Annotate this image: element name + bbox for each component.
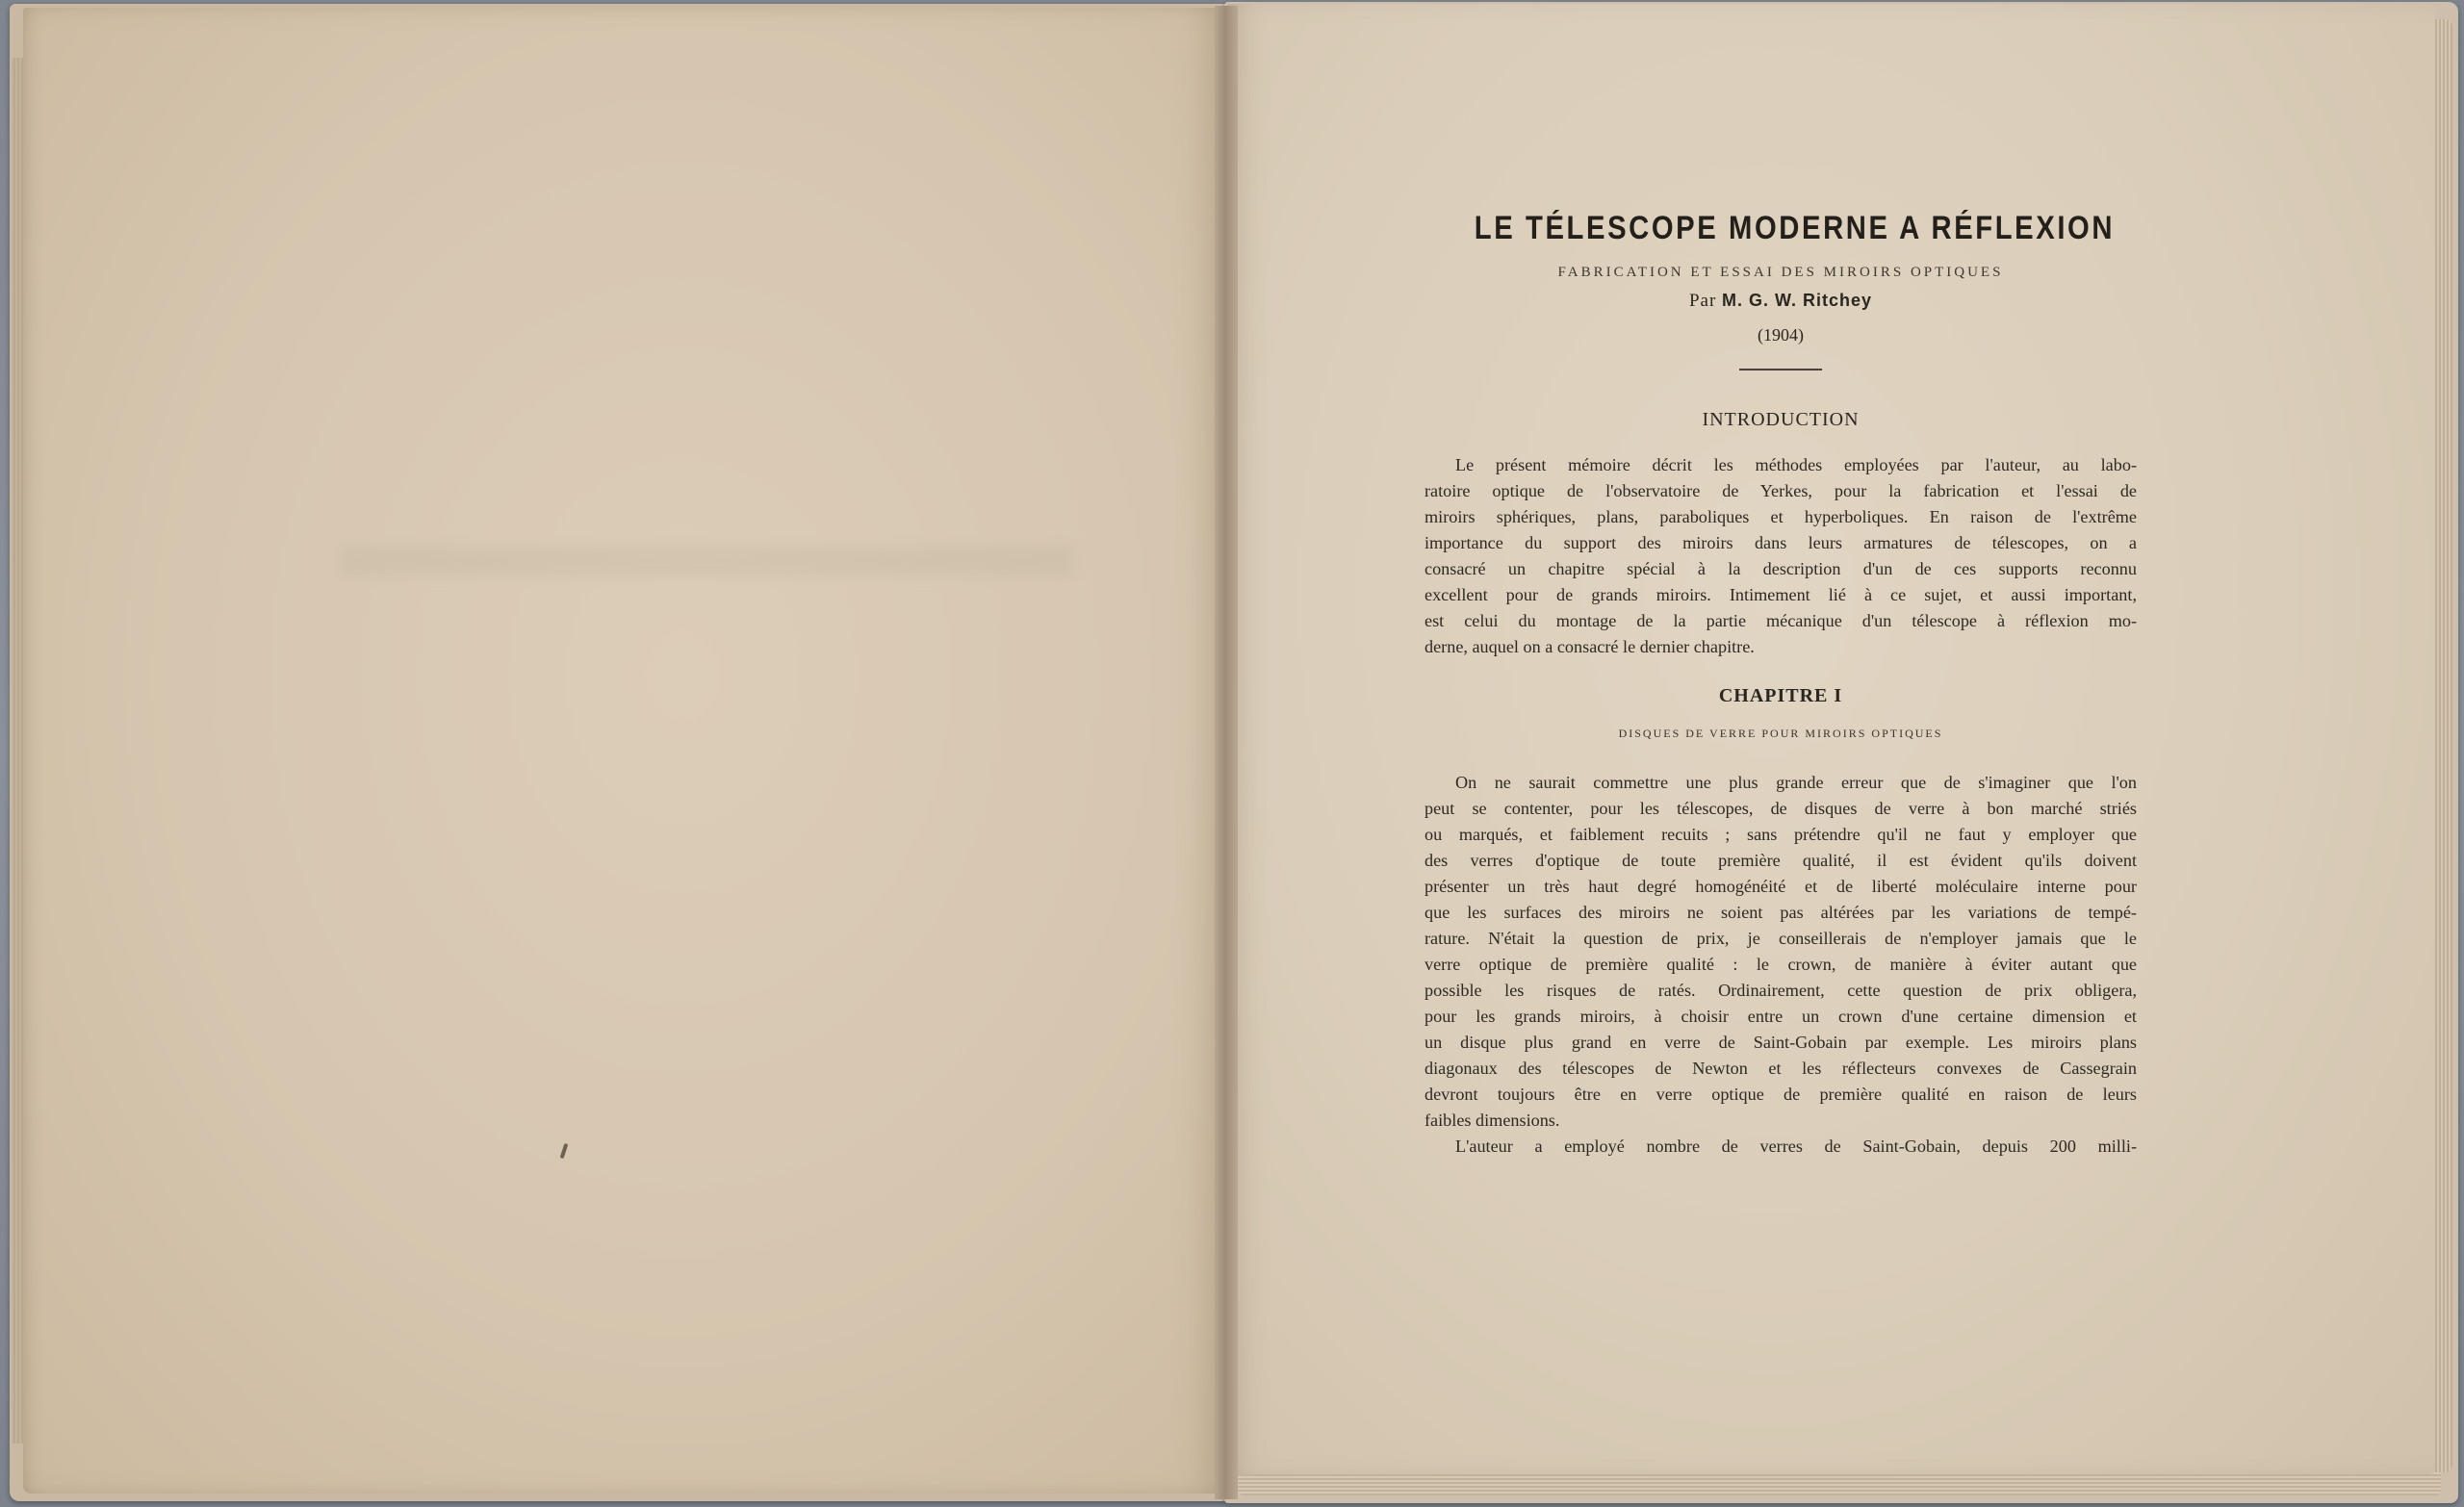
- document-title: LE TÉLESCOPE MODERNE A RÉFLEXION: [1474, 210, 2116, 246]
- introduction-heading: INTRODUCTION: [1702, 409, 1860, 430]
- author-name: M. G. W. Ritchey: [1722, 291, 1873, 310]
- text-line: Le présent mémoire décrit les méthodes employées par l'auteur, au labo-: [1455, 455, 2137, 474]
- right-page-bottom-edges: [1238, 1472, 2441, 1495]
- text-line: que les surfaces des miroirs ne soient pas altérées par les variations de tempé-: [1424, 903, 2137, 922]
- text-line: derne, auquel on a consacré le dernier chapitre.: [1424, 637, 1755, 656]
- text-line: pour les grands miroirs, à choisir entre un crown d'une certaine dimension et: [1424, 1007, 2137, 1026]
- document-year: (1904): [1758, 325, 1804, 345]
- text-line: faibles dimensions.: [1424, 1111, 1560, 1130]
- left-page: [23, 8, 1222, 1494]
- left-page-ink-mark: [560, 1143, 569, 1159]
- text-line: devront toujours être en verre optique de première qualité en raison de leurs: [1424, 1085, 2137, 1104]
- text-line: présenter un très haut degré homogénéité et de liberté moléculaire interne pour: [1424, 877, 2137, 896]
- title-divider: [1739, 369, 1822, 370]
- right-page-text: [1424, 210, 2137, 1160]
- text-line: miroirs sphériques, plans, paraboliques et hyperboliques. En raison de l'extrême: [1424, 507, 2137, 526]
- text-line: excellent pour de grands miroirs. Intimement lié à ce sujet, et aussi important,: [1424, 585, 2137, 604]
- text-line: des verres d'optique de toute première qualité, il est évident qu'ils doivent: [1424, 851, 2137, 870]
- text-line: verre optique de première qualité : le crown, de manière à éviter autant que: [1424, 955, 2137, 974]
- text-line: On ne saurait commettre une plus grande erreur que de s'imaginer que l'on: [1455, 773, 2137, 792]
- text-line: rature. N'était la question de prix, je conseillerais de n'employer jamais que le: [1424, 929, 2137, 948]
- text-line: possible les risques de ratés. Ordinairement, cette question de prix obligera,: [1424, 981, 2137, 1000]
- text-line: ou marqués, et faiblement recuits ; sans prétendre qu'il ne faut y employer que: [1424, 825, 2137, 844]
- introduction-paragraph: [1424, 452, 2137, 660]
- right-page-edges: [2433, 19, 2452, 1472]
- text-line: L'auteur a employé nombre de verres de Saint-Gobain, depuis 200 milli-: [1455, 1137, 2137, 1156]
- document-author: [1424, 291, 2137, 312]
- text-line: importance du support des miroirs dans leurs armatures de télescopes, on a: [1424, 533, 2137, 552]
- author-prefix: Par: [1688, 291, 1717, 311]
- chapter-paragraph-1: [1424, 770, 2137, 1134]
- book-gutter: [1215, 6, 1238, 1499]
- text-line: diagonaux des télescopes de Newton et les réflecteurs convexes de Cassegrain: [1424, 1059, 2137, 1078]
- chapter-subheading: DISQUES DE VERRE POUR MIROIRS OPTIQUES: [1618, 727, 1943, 740]
- text-line: un disque plus grand en verre de Saint-Gobain par exemple. Les miroirs plans: [1424, 1033, 2137, 1052]
- text-line: peut se contenter, pour les télescopes, de disques de verre à bon marché striés: [1424, 799, 2137, 818]
- text-line: consacré un chapitre spécial à la description d'un de ces supports reconnu: [1424, 559, 2137, 578]
- left-page-show-through: [341, 547, 1072, 575]
- text-line: ratoire optique de l'observatoire de Yerkes, pour la fabrication et l'essai de: [1424, 481, 2137, 500]
- text-line: est celui du montage de la partie mécanique d'un télescope à réflexion mo-: [1424, 611, 2137, 630]
- chapter-paragraph-2: [1424, 1134, 2137, 1160]
- chapter-heading: CHAPITRE I: [1718, 685, 1843, 706]
- document-subtitle: FABRICATION ET ESSAI DES MIROIRS OPTIQUES: [1557, 265, 2004, 280]
